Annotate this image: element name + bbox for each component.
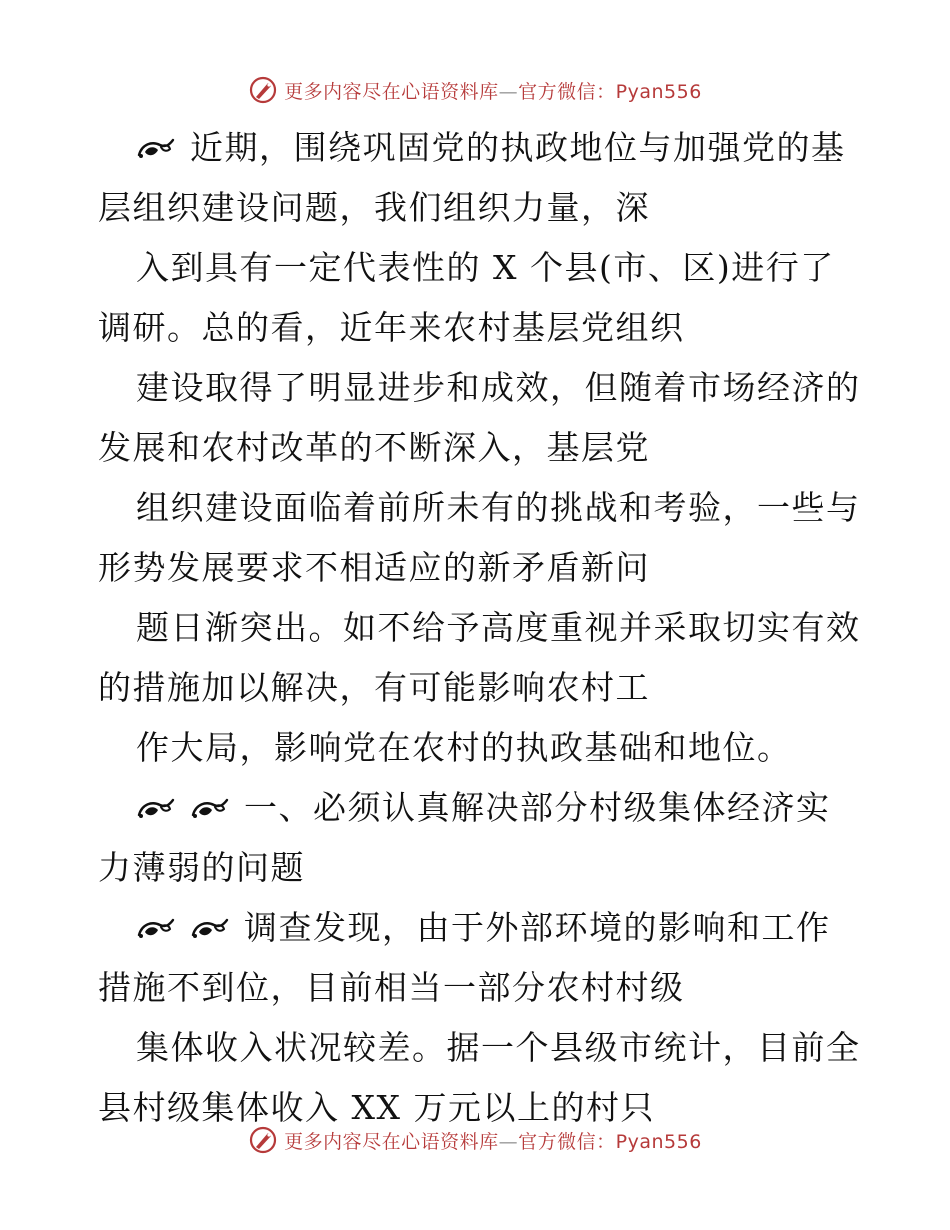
paragraph-line (98, 658, 858, 718)
banner-text: 更多内容尽在心语资料库—官方微信：Pyan556 (284, 80, 702, 103)
paragraph-line (98, 238, 858, 298)
paragraph-line (98, 898, 858, 958)
paragraph-line (98, 718, 858, 778)
line-text: 调研。总的看，近年来农村基层党组织 (98, 308, 685, 347)
paragraph-line (98, 118, 858, 178)
line-text: 近期，围绕巩固党的执政地位与加强党的基 (190, 128, 846, 167)
line-text: 建设取得了明显进步和成效，但随着市场经济的 (136, 368, 861, 407)
line-text: 集体收入状况较差。据一个县级市统计，目前全 (136, 1028, 861, 1067)
line-text: 入到具有一定代表性的 X 个县(市、区)进行了 (136, 248, 835, 287)
line-text: 发展和农村改革的不断深入，基层党 (98, 428, 650, 467)
pen-logo-icon (248, 1125, 278, 1155)
paragraph-line (98, 778, 858, 838)
line-text: 层组织建设问题，我们组织力量，深 (98, 188, 650, 227)
paragraph-line (98, 298, 858, 358)
leaf-ornament-icon (136, 135, 176, 161)
line-text: 力薄弱的问题 (98, 848, 305, 887)
paragraph-line (98, 478, 861, 538)
paragraph-line (98, 958, 858, 1018)
paragraph-line (98, 178, 858, 238)
leaf-ornament-icon (136, 915, 176, 941)
leaf-ornament-icon (136, 795, 176, 821)
leaf-ornament-icon (190, 915, 230, 941)
line-text: 一、必须认真解决部分村级集体经济实 (244, 788, 831, 827)
line-text: 组织建设面临着前所未有的挑战和考验，一些与 (136, 488, 861, 527)
line-text: 县村级集体收入 XX 万元以上的村只 (98, 1088, 655, 1127)
line-text: 题日渐突出。如不给予高度重视并采取切实有效 (136, 608, 861, 647)
footer-banner (0, 1120, 950, 1160)
line-text: 调查发现，由于外部环境的影响和工作 (244, 908, 831, 947)
paragraph-line (98, 538, 858, 598)
line-text: 措施不到位，目前相当一部分农村村级 (98, 968, 685, 1007)
paragraph-line (98, 598, 861, 658)
paragraph-line (98, 1018, 861, 1078)
leaf-ornament-icon (190, 795, 230, 821)
line-text: 形势发展要求不相适应的新矛盾新问 (98, 548, 650, 587)
paragraph-line (98, 838, 858, 898)
pen-logo-icon (248, 75, 278, 105)
line-text: 的措施加以解决，有可能影响农村工 (98, 668, 650, 707)
document-body (98, 118, 861, 1138)
banner-text: 更多内容尽在心语资料库—官方微信：Pyan556 (284, 1130, 702, 1153)
paragraph-line (98, 358, 861, 418)
header-banner (0, 70, 950, 110)
line-text: 作大局，影响党在农村的执政基础和地位。 (136, 728, 792, 767)
paragraph-line (98, 418, 858, 478)
